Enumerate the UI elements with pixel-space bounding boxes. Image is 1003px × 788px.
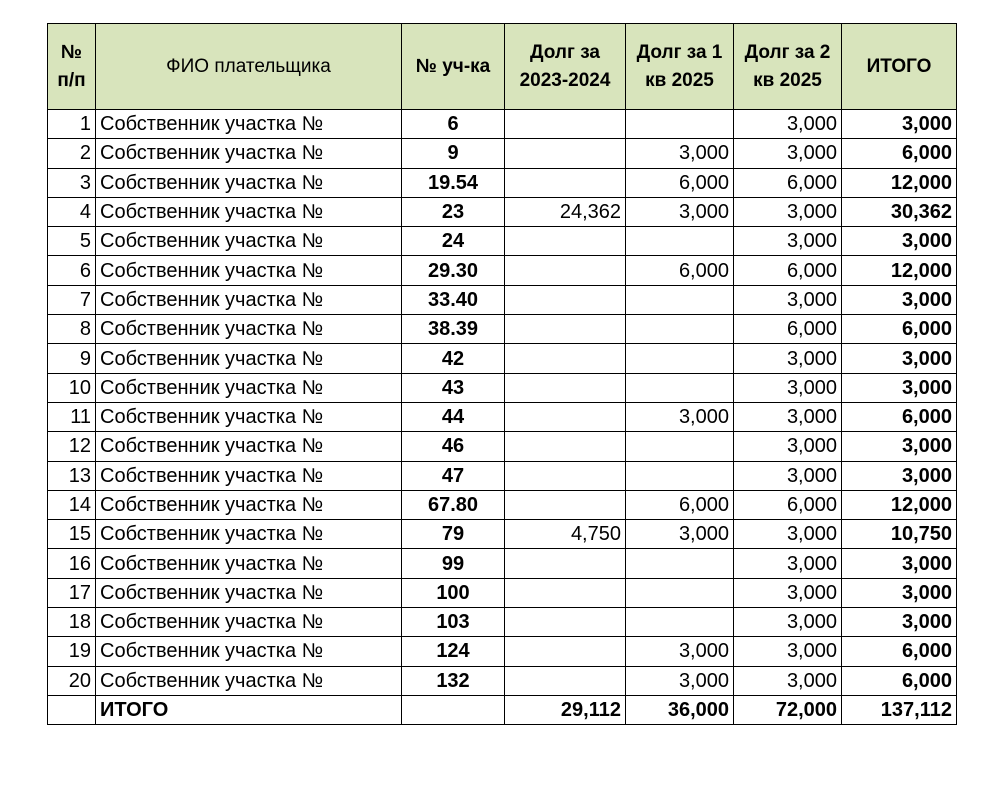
table-row <box>48 608 957 637</box>
header-debt-q2-2025: Долг за 2 кв 2025 <box>734 24 842 110</box>
row-total: 3,000 <box>842 578 957 607</box>
debt-2023-2024 <box>505 432 626 461</box>
debt-q2-2025: 3,000 <box>734 461 842 490</box>
debt-2023-2024 <box>505 168 626 197</box>
debt-2023-2024 <box>505 461 626 490</box>
table-row <box>48 490 957 519</box>
totals-label: ИТОГО <box>96 695 402 724</box>
row-total: 3,000 <box>842 344 957 373</box>
debt-2023-2024 <box>505 637 626 666</box>
row-total: 6,000 <box>842 666 957 695</box>
row-number: 17 <box>48 578 96 607</box>
payer-name: Собственник участка № <box>96 490 402 519</box>
row-total: 3,000 <box>842 227 957 256</box>
debt-q2-2025: 6,000 <box>734 168 842 197</box>
debt-q2-2025: 3,000 <box>734 139 842 168</box>
row-number: 8 <box>48 315 96 344</box>
plot-number: 9 <box>402 139 505 168</box>
row-number: 10 <box>48 373 96 402</box>
table-row <box>48 666 957 695</box>
row-total: 6,000 <box>842 315 957 344</box>
debt-q1-2025: 3,000 <box>626 666 734 695</box>
plot-number: 42 <box>402 344 505 373</box>
debt-q2-2025: 3,000 <box>734 608 842 637</box>
debt-q1-2025 <box>626 315 734 344</box>
row-total: 10,750 <box>842 520 957 549</box>
debt-q1-2025 <box>626 110 734 139</box>
row-total: 30,362 <box>842 197 957 226</box>
payer-name: Собственник участка № <box>96 315 402 344</box>
debt-q1-2025: 3,000 <box>626 402 734 431</box>
plot-number: 33.40 <box>402 285 505 314</box>
debt-2023-2024 <box>505 578 626 607</box>
debt-q2-2025: 3,000 <box>734 197 842 226</box>
row-total: 3,000 <box>842 432 957 461</box>
plot-number: 47 <box>402 461 505 490</box>
debt-q1-2025 <box>626 578 734 607</box>
table-header <box>48 24 957 110</box>
debt-q1-2025 <box>626 608 734 637</box>
table-row <box>48 520 957 549</box>
payer-name: Собственник участка № <box>96 227 402 256</box>
row-number: 7 <box>48 285 96 314</box>
row-number: 14 <box>48 490 96 519</box>
totals-debt-q2-2025: 72,000 <box>734 695 842 724</box>
row-number: 15 <box>48 520 96 549</box>
debt-q2-2025: 6,000 <box>734 315 842 344</box>
debt-q1-2025 <box>626 227 734 256</box>
header-debt-2023-2024: Долг за 2023-2024 <box>505 24 626 110</box>
debt-q2-2025: 3,000 <box>734 110 842 139</box>
table-row <box>48 139 957 168</box>
plot-number: 29.30 <box>402 256 505 285</box>
row-total: 3,000 <box>842 285 957 314</box>
payer-name: Собственник участка № <box>96 666 402 695</box>
row-total: 6,000 <box>842 637 957 666</box>
debt-q2-2025: 3,000 <box>734 637 842 666</box>
debt-q1-2025 <box>626 432 734 461</box>
payer-name: Собственник участка № <box>96 110 402 139</box>
table-row <box>48 549 957 578</box>
table-row <box>48 197 957 226</box>
debt-2023-2024 <box>505 285 626 314</box>
debt-q1-2025: 3,000 <box>626 637 734 666</box>
debt-q1-2025: 6,000 <box>626 490 734 519</box>
debt-q2-2025: 3,000 <box>734 432 842 461</box>
debt-2023-2024 <box>505 256 626 285</box>
debt-2023-2024 <box>505 110 626 139</box>
debt-q1-2025 <box>626 285 734 314</box>
debt-q2-2025: 3,000 <box>734 402 842 431</box>
plot-number: 6 <box>402 110 505 139</box>
plot-number: 100 <box>402 578 505 607</box>
table-row <box>48 315 957 344</box>
payer-name: Собственник участка № <box>96 285 402 314</box>
table-row <box>48 168 957 197</box>
plot-number: 124 <box>402 637 505 666</box>
totals-plot-empty <box>402 695 505 724</box>
debt-2023-2024 <box>505 549 626 578</box>
table-row <box>48 344 957 373</box>
table-row <box>48 227 957 256</box>
plot-number: 44 <box>402 402 505 431</box>
row-total: 3,000 <box>842 549 957 578</box>
plot-number: 103 <box>402 608 505 637</box>
plot-number: 19.54 <box>402 168 505 197</box>
row-number: 1 <box>48 110 96 139</box>
payer-name: Собственник участка № <box>96 373 402 402</box>
plot-number: 79 <box>402 520 505 549</box>
debt-2023-2024 <box>505 139 626 168</box>
debt-q2-2025: 3,000 <box>734 285 842 314</box>
plot-number: 46 <box>402 432 505 461</box>
table-row <box>48 432 957 461</box>
row-total: 3,000 <box>842 461 957 490</box>
payer-name: Собственник участка № <box>96 520 402 549</box>
header-n-pp: № п/п <box>48 24 96 110</box>
table-row <box>48 402 957 431</box>
header-plot: № уч-ка <box>402 24 505 110</box>
totals-row <box>48 695 957 724</box>
debt-q2-2025: 3,000 <box>734 549 842 578</box>
table-row <box>48 637 957 666</box>
row-number: 2 <box>48 139 96 168</box>
plot-number: 38.39 <box>402 315 505 344</box>
payer-name: Собственник участка № <box>96 432 402 461</box>
plot-number: 23 <box>402 197 505 226</box>
debt-2023-2024: 4,750 <box>505 520 626 549</box>
row-number: 5 <box>48 227 96 256</box>
debt-q2-2025: 3,000 <box>734 520 842 549</box>
header-row <box>48 24 957 110</box>
table-row <box>48 110 957 139</box>
debt-q2-2025: 6,000 <box>734 490 842 519</box>
row-number: 13 <box>48 461 96 490</box>
debt-2023-2024 <box>505 608 626 637</box>
table-row <box>48 256 957 285</box>
debt-q1-2025 <box>626 373 734 402</box>
payer-name: Собственник участка № <box>96 578 402 607</box>
debt-q1-2025: 3,000 <box>626 520 734 549</box>
payer-name: Собственник участка № <box>96 637 402 666</box>
row-number: 16 <box>48 549 96 578</box>
row-number: 19 <box>48 637 96 666</box>
debt-q1-2025 <box>626 461 734 490</box>
row-number: 12 <box>48 432 96 461</box>
plot-number: 67.80 <box>402 490 505 519</box>
payer-name: Собственник участка № <box>96 461 402 490</box>
totals-empty-cell <box>48 695 96 724</box>
debt-q1-2025: 3,000 <box>626 197 734 226</box>
row-total: 12,000 <box>842 490 957 519</box>
row-total: 6,000 <box>842 139 957 168</box>
payer-name: Собственник участка № <box>96 549 402 578</box>
plot-number: 99 <box>402 549 505 578</box>
payer-name: Собственник участка № <box>96 256 402 285</box>
debt-q1-2025 <box>626 344 734 373</box>
debt-q2-2025: 3,000 <box>734 578 842 607</box>
payer-name: Собственник участка № <box>96 168 402 197</box>
debt-q2-2025: 3,000 <box>734 666 842 695</box>
row-total: 3,000 <box>842 608 957 637</box>
row-number: 18 <box>48 608 96 637</box>
debt-q2-2025: 3,000 <box>734 373 842 402</box>
debt-2023-2024 <box>505 402 626 431</box>
row-number: 9 <box>48 344 96 373</box>
debt-q1-2025: 3,000 <box>626 139 734 168</box>
payer-name: Собственник участка № <box>96 197 402 226</box>
debt-2023-2024 <box>505 490 626 519</box>
debt-q1-2025: 6,000 <box>626 168 734 197</box>
payer-name: Собственник участка № <box>96 344 402 373</box>
row-number: 4 <box>48 197 96 226</box>
debt-q2-2025: 3,000 <box>734 227 842 256</box>
debt-2023-2024 <box>505 373 626 402</box>
table-row <box>48 373 957 402</box>
header-total: ИТОГО <box>842 24 957 110</box>
debt-2023-2024: 24,362 <box>505 197 626 226</box>
totals-grand-total: 137,112 <box>842 695 957 724</box>
plot-number: 43 <box>402 373 505 402</box>
payer-name: Собственник участка № <box>96 139 402 168</box>
row-number: 6 <box>48 256 96 285</box>
header-debt-q1-2025: Долг за 1 кв 2025 <box>626 24 734 110</box>
row-number: 11 <box>48 402 96 431</box>
table-footer <box>48 695 957 724</box>
row-total: 3,000 <box>842 110 957 139</box>
debt-2023-2024 <box>505 344 626 373</box>
debt-q1-2025: 6,000 <box>626 256 734 285</box>
plot-number: 24 <box>402 227 505 256</box>
debt-2023-2024 <box>505 227 626 256</box>
totals-debt-2023-2024: 29,112 <box>505 695 626 724</box>
debt-q2-2025: 3,000 <box>734 344 842 373</box>
debt-2023-2024 <box>505 315 626 344</box>
debt-table <box>47 23 957 725</box>
header-fio: ФИО плательщика <box>96 24 402 110</box>
row-total: 12,000 <box>842 256 957 285</box>
row-total: 3,000 <box>842 373 957 402</box>
row-number: 20 <box>48 666 96 695</box>
totals-debt-q1-2025: 36,000 <box>626 695 734 724</box>
table-row <box>48 461 957 490</box>
table-row <box>48 578 957 607</box>
table-row <box>48 285 957 314</box>
debt-2023-2024 <box>505 666 626 695</box>
debt-q2-2025: 6,000 <box>734 256 842 285</box>
row-number: 3 <box>48 168 96 197</box>
table-body <box>48 110 957 696</box>
debt-q1-2025 <box>626 549 734 578</box>
plot-number: 132 <box>402 666 505 695</box>
row-total: 12,000 <box>842 168 957 197</box>
payer-name: Собственник участка № <box>96 608 402 637</box>
row-total: 6,000 <box>842 402 957 431</box>
payer-name: Собственник участка № <box>96 402 402 431</box>
